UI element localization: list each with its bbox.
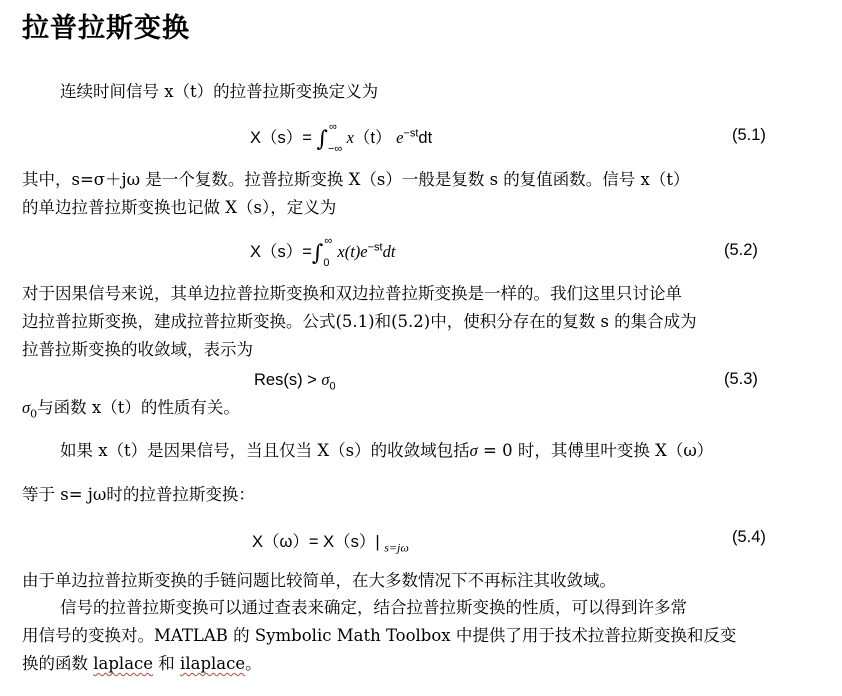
eq1-x: x: [346, 128, 354, 147]
paragraph-intro: 连续时间信号 x（t）的拉普拉斯变换定义为: [60, 82, 379, 101]
eq2-exp: −st: [367, 241, 383, 254]
eq1-lhs: X（s）=: [250, 129, 312, 147]
eq1-dt: dt: [418, 129, 433, 147]
equation-5-4: [252, 528, 409, 555]
eq4-lhs: X（ω）= X（s）|: [252, 533, 380, 551]
p4-text: 与函数 x（t）的性质有关。: [37, 398, 240, 417]
p4-sub: 0: [30, 407, 38, 421]
equation-number-5-3: (5.3): [724, 370, 758, 388]
p8-line3-a: 换的函数: [22, 654, 94, 673]
paragraph-3-line-1: 对于因果信号来说，其单边拉普拉斯变换和双边拉普拉斯变换是一样的。我们这里只讨论单: [22, 284, 682, 303]
equation-5-2: [250, 235, 396, 269]
integral-sign: ∫: [311, 241, 324, 266]
function-ilaplace: ilaplace: [180, 654, 246, 673]
paragraph-2-line-1: 其中，s=σ＋jω 是一个复数。拉普拉斯变换 X（s）一般是复数 s 的复值函数。信号 x（t）: [22, 170, 690, 189]
integral-sign: ∫: [316, 127, 328, 152]
p5-part2: = 0 时，其傅里叶变换 X（ω）: [477, 441, 714, 460]
paragraph-5: [60, 441, 713, 461]
eq2-dt: dt: [382, 242, 396, 261]
paragraph-8-line-3: [22, 654, 262, 674]
eq2-limits: ∞ 0: [323, 235, 333, 269]
p5-sigma: σ: [469, 441, 478, 460]
equation-number-5-1: (5.1): [732, 126, 766, 144]
p4-sigma: σ: [22, 398, 31, 417]
paragraph-4: [22, 398, 240, 421]
eq1-t: （t）: [353, 129, 392, 147]
equation-5-1: [250, 121, 433, 155]
equation-5-3: [254, 370, 336, 393]
paragraph-8-line-1: 信号的拉普拉斯变换可以通过查表来确定，结合拉普拉斯变换的性质，可以得到许多常: [60, 598, 687, 617]
paragraph-2-line-2: 的单边拉普拉斯变换也记做 X（s），定义为: [22, 198, 337, 217]
eq3-sigma: σ: [321, 370, 330, 389]
eq3-lhs: Res(s) >: [254, 371, 317, 389]
eq4-sub: s=jω: [384, 540, 409, 555]
eq2-lhs: X（s）=: [250, 243, 312, 261]
paragraph-6: 等于 s= jω时的拉普拉斯变换：: [22, 485, 255, 504]
eq1-limits: ∞ −∞: [327, 121, 343, 155]
p8-line3-c: 。: [245, 654, 262, 673]
paragraph-7: 由于单边拉普拉斯变换的手链问题比较简单，在大多数情况下不再标注其收敛域。: [22, 571, 616, 590]
equation-number-5-4: (5.4): [732, 528, 766, 546]
equation-number-5-2: (5.2): [724, 241, 758, 259]
paragraph-8-line-2: 用信号的变换对。MATLAB 的 Symbolic Math Toolbox 中提供了用于技术拉普拉斯变换和反变: [22, 626, 737, 645]
page-title: 拉普拉斯变换: [22, 13, 190, 44]
paragraph-3-line-3: 拉普拉斯变换的收敛域，表示为: [22, 340, 253, 359]
p5-part1: 如果 x（t）是因果信号，当且仅当 X（s）的收敛域包括: [60, 441, 470, 460]
function-laplace: laplace: [93, 654, 154, 673]
eq1-e: e: [396, 128, 404, 147]
eq3-sub: 0: [329, 380, 336, 393]
eq1-exp: −st: [403, 127, 419, 140]
paragraph-3-line-2: 边拉普拉斯变换，建成拉普拉斯变换。公式(5.1)和(5.2)中，使积分存在的复数 s 的集合成为: [22, 312, 697, 331]
eq2-body: x(t)e: [337, 242, 368, 261]
p8-line3-b: 和: [153, 654, 181, 673]
